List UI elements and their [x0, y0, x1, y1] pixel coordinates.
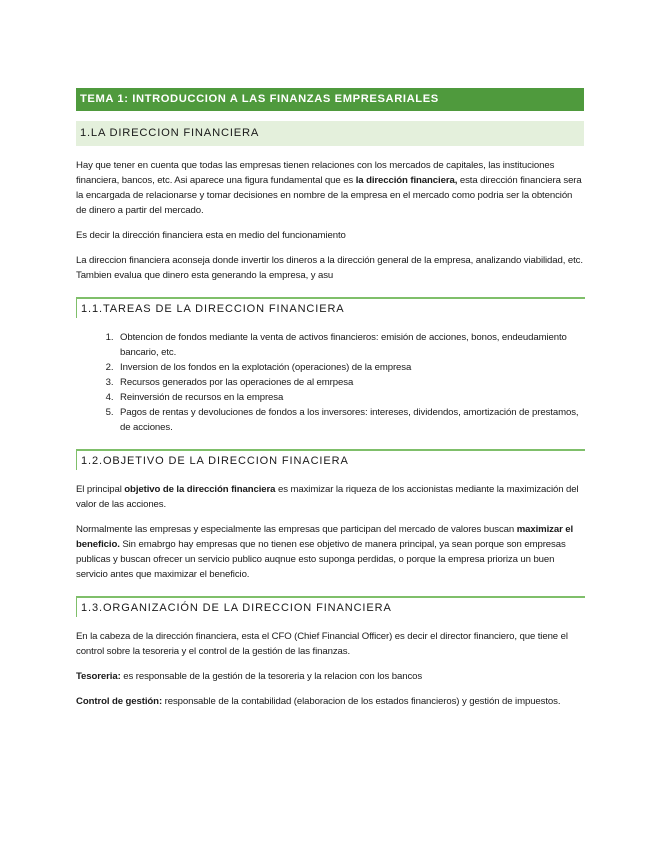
bold-term: maximizar el beneficio.	[76, 524, 574, 550]
list-item: 2. Inversion de los fondos en la explotación (operaciones) de la empresa	[116, 360, 584, 375]
subheading-organizacion: 1.3.ORGANIZACIÓN DE LA DIRECCION FINANCIERA	[76, 596, 585, 617]
paragraph-summary: Es decir la dirección financiera esta en medio del funcionamiento	[76, 230, 346, 241]
paragraph-advice: La direccion financiera aconseja donde invertir los dineros a la dirección general de la empresa, analizando viabilidad, etc. Tambien evalua que dinero esta generando la empresa, y asu	[76, 255, 583, 281]
bold-term: la dirección financiera,	[355, 175, 458, 186]
bold-term: Tesoreria:	[76, 671, 121, 682]
text-run: esta dirección financiera sera la encargada de relacionarse y tomar decisiones en nombre de la empresa en el mercado como podria ser la obtención de dinero a partir del mercado.	[76, 175, 582, 216]
paragraph-objetivo	[76, 482, 584, 512]
paragraph-beneficio	[76, 522, 584, 582]
text-run: es responsable de la gestión de la tesoreria y la relacion con los bancos	[120, 671, 423, 682]
list-item: 1. Obtencion de fondos mediante la venta de activos financieros: emisión de acciones, bonos, endeudamiento bancario, etc.	[116, 330, 584, 360]
paragraph-tesoreria	[76, 669, 584, 684]
text-run: es maximizar la riqueza de los accionistas mediante la maximización del valor de las acciones.	[76, 484, 579, 510]
bold-term: objetivo de la dirección financiera	[124, 484, 276, 495]
paragraph-control-gestion	[76, 694, 584, 709]
text-run: responsable de la contabilidad (elaboracion de los estados financieros) y gestión de impuestos.	[162, 696, 561, 707]
list-item: 4. Reinversión de recursos en la empresa	[116, 390, 584, 405]
subheading-tareas: 1.1.TAREAS DE LA DIRECCION FINANCIERA	[76, 297, 585, 318]
text-run: Normalmente las empresas y especialmente las empresas que participan del mercado de valores buscan	[76, 524, 517, 535]
subheading-objetivo: 1.2.OBJETIVO DE LA DIRECCION FINACIERA	[76, 449, 585, 470]
list-item: 5. Pagos de rentas y devoluciones de fondos a los inversores: intereses, dividendos, amortización de prestamos, de acciones.	[116, 405, 584, 435]
tasks-list	[76, 330, 584, 435]
section-heading-direccion-financiera: 1.LA DIRECCION FINANCIERA	[76, 121, 584, 146]
paragraph-intro	[76, 158, 584, 218]
document-content	[76, 88, 584, 719]
list-item: 3. Recursos generados por las operaciones de al emrpesa	[116, 375, 584, 390]
bold-term: Control de gestión:	[76, 696, 163, 707]
text-run: Sin emabrgo hay empresas que no tienen ese objetivo de manera principal, ya sean porque son empresas publicas y buscan ofrecer un servicio publico auqnue esto suponga perdidas, o porque la empresa prioriza un buen servicio antes que maximizar el beneficio.	[76, 539, 566, 580]
document-title: TEMA 1: INTRODUCCION A LAS FINANZAS EMPRESARIALES	[76, 88, 584, 111]
text-run: Hay que tener en cuenta que todas las empresas tienen relaciones con los mercados de capitales, las instituciones financiera, bancos, etc. Asi aparece una figura fundamental que es	[76, 160, 555, 186]
paragraph-cfo: En la cabeza de la dirección financiera, esta el CFO (Chief Financial Officer) es decir el director financiero, que tiene el control sobre la tesoreria y el control de la gestión de las finanzas.	[76, 631, 568, 657]
text-run: El principal	[76, 484, 125, 495]
